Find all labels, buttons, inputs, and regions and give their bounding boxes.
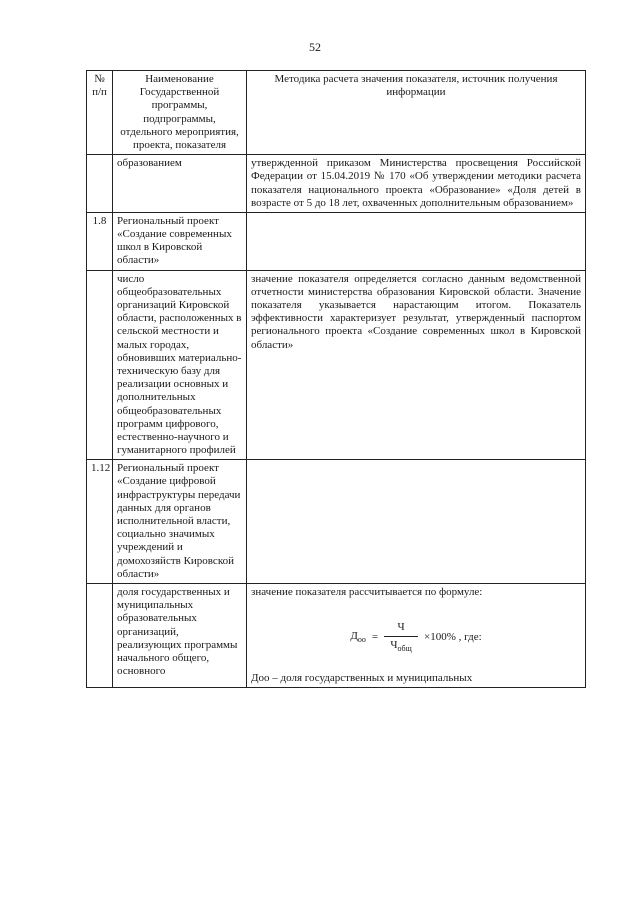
header-method: Методика расчета значения показателя, источник получения информации [247, 71, 586, 155]
row-number [87, 583, 113, 687]
row-method [247, 212, 586, 270]
row-name: Региональный проект «Создание современных школ в Кировской области» [113, 212, 247, 270]
row-number [87, 270, 113, 460]
table-row [87, 460, 586, 584]
row-number [87, 155, 113, 213]
table-row [87, 155, 586, 213]
row-number: 1.8 [87, 212, 113, 270]
row-method: утвержденной приказом Министерства просвещения Российской Федерации от 15.04.2019 № 170 «Об утверждении методики расчета показателя национального проекта «Образование» «Доля детей в возрасте от 5 до 18 лет, охваченных дополнительным образованием» [247, 155, 586, 213]
row-method-formula [247, 583, 586, 687]
row-number: 1.12 [87, 460, 113, 584]
header-number: № п/п [87, 71, 113, 155]
header-name: Наименование Государственной программы, подпрограммы, отдельного мероприятия, проекта, показателя [113, 71, 247, 155]
row-name: число общеобразовательных организаций Кировской области, расположенных в сельской местности и малых городах, обновивших материально-техническую базу для реализации основных и дополнительных общеобразовательных программ цифрового, естественно-научного и гуманитарного профилей [113, 270, 247, 460]
formula-numerator: Ч [397, 621, 405, 634]
row-name: доля государственных и муниципальных образовательных организаций, реализующих программы начального общего, основного [113, 583, 247, 687]
table-row [87, 212, 586, 270]
table-row-formula [87, 583, 586, 687]
formula-intro: значение показателя рассчитывается по формуле: [251, 585, 483, 598]
row-method [247, 460, 586, 584]
formula [251, 621, 581, 654]
table-header-row [87, 71, 586, 155]
row-method: значение показателя определяется согласно данным ведомственной отчетности министерства образования Кировской области. Значение показателя указывается нарастающим итогом. Показатель эффективности характеризует результат, утвержденный паспортом регионального проекта «Создание современных школ в Кировской области» [247, 270, 586, 460]
fraction-bar [384, 636, 418, 637]
formula-tail: ×100% , где: [424, 630, 482, 643]
indicator-methodology-table [86, 70, 586, 688]
row-name: Региональный проект «Создание цифровой инфраструктуры передачи данных для органов исполнительной власти, социально значимых учреждений и домохозяйств Кировской области» [113, 460, 247, 584]
page-number: 52 [309, 40, 321, 54]
table-row [87, 270, 586, 460]
formula-outro: Доо – доля государственных и муниципальных [251, 671, 473, 684]
formula-denominator: $Ч_{общ}$ [390, 639, 412, 654]
formula-fraction [384, 621, 418, 654]
formula-equals: = [371, 630, 379, 643]
row-name: образованием [113, 155, 247, 213]
formula-lhs: $Д_{оо}$ [350, 630, 366, 645]
